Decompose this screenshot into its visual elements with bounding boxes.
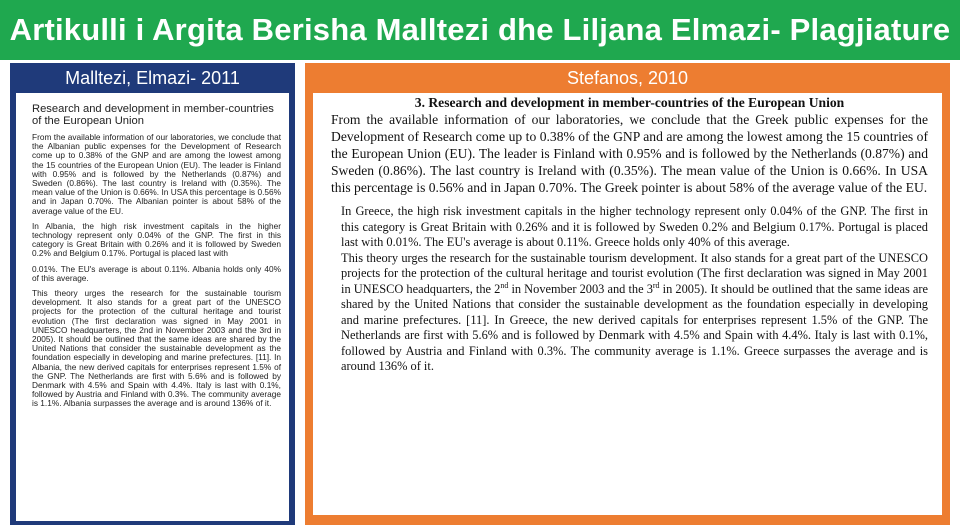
text-run: in November 2003 and the 3 bbox=[508, 281, 653, 296]
text-run: in 2005). It should be outlined that the same ideas are shared by the United Nations that consider the sustainable development as the foundation especially in developing and marine prefectures. [11]. In Greece, the new derived capitals for enterprises represent 1.5% of the GNP. The Netherlands are first with 5.6% and is followed by Denmark with 4.5% and Spain with 4.4%. Italy is last with 0.1%, followed by Austria and Finland with 0.3%. The community average is 1.1%. Greece surpasses the average and is around 136% of it. bbox=[341, 281, 928, 373]
text-run: This theory urges the research for the sustainable tourism development. It also stands for a great part of the UNESCO projects for the protection of the cultural heritage and tourist evolution (The first declaration was signed in May 2001 in UNESCO headquarters, the 2 bbox=[341, 250, 928, 296]
banner-title: Artikulli i Argita Berisha Malltezi dhe Liljana Elmazi- Plagjiature bbox=[0, 0, 960, 60]
left-panel-label: Malltezi, Elmazi- 2011 bbox=[65, 67, 240, 88]
left-heading: Research and development in member-countries of the European Union bbox=[32, 103, 274, 127]
superscript: rd bbox=[652, 280, 660, 290]
superscript: nd bbox=[500, 280, 509, 290]
left-paragraph: This theory urges the research for the sustainable tourism development. It also stands for a great part of the UNESCO projects for the protection of the cultural heritage and tourist evolution (The first declaration was signed in May 2001 in UNESCO headquarters, the 2nd in November 2003 and the 3rd in 2005). It should be outlined that the same ideas are shared by the United Nations that consider the sustainable development as the foundation especially in developing and marine prefectures. [11]. In Albania, the new derived capitals for enterprises represent 1.5% of the GNP. The Netherlands are first with 5.6% and is followed by Denmark with 4.5% and Spain with 4.4%. Italy is last with 0.1%, followed by Austria and Finland with 0.3%. The community average is 1.1%. Albania surpasses the average and is around 136% of it. bbox=[32, 288, 281, 409]
left-paragraph: From the available information of our laboratories, we conclude that the Albanian public expenses for the Development of Research come up to 0.38% of the GNP and are among the lowest among the 15 countries of the European Union (EU). The leader is Finland with 0.95% and is followed by the Netherlands (0.87%) and Sweden (0.86%). The last country is Ireland with (0.35%). The mean value of the Union is 0.66%. In USA this percentage is 0.56% and in Japan 0.70%. The Albanian pointer is about 58% of the average value of the EU. bbox=[32, 132, 281, 216]
right-paragraph: From the available information of our laboratories, we conclude that the Greek public expenses for the Development of Research come up to 0.38% of the GNP and are among the lowest among the 15 countries of the European Union (EU). The leader is Finland with 0.95% and is followed by the Netherlands (0.87%) and Sweden (0.86%). The last country is Ireland with (0.35%). The mean value of the Union is 0.66%. In USA this percentage is 0.56% and in Japan 0.70%. The Greek pointer is about 58% of the average value of the EU. bbox=[331, 112, 928, 195]
left-document-excerpt bbox=[16, 93, 289, 521]
left-paragraph: In Albania, the high risk investment capitals in the higher technology represent only 0.04% of the GNP. The first in this category is Great Britain with 0.26% and it is followed by Sweden 0.2% and Belgium 0.17%. Portugal is placed last with bbox=[32, 220, 281, 259]
right-document-excerpt bbox=[313, 93, 942, 515]
right-paragraph bbox=[331, 251, 928, 375]
right-panel-label: Stefanos, 2010 bbox=[566, 67, 689, 88]
left-paragraph: 0.01%. The EU's average is about 0.11%. Albania holds only 40% of this average. bbox=[32, 263, 281, 283]
right-panel bbox=[305, 63, 950, 525]
right-heading: 3. Research and development in member-countries of the European Union bbox=[414, 95, 845, 110]
right-paragraph: In Greece, the high risk investment capitals in the higher technology represent only 0.04% of the GNP. The first in this category is Great Britain with 0.26% and it is followed by Sweden 0.2% and Belgium 0.17%. Portugal is placed last with 0.01%. The EU's average is about 0.11%. Greece holds only 40% of this average. bbox=[341, 204, 928, 249]
left-panel bbox=[10, 63, 295, 525]
